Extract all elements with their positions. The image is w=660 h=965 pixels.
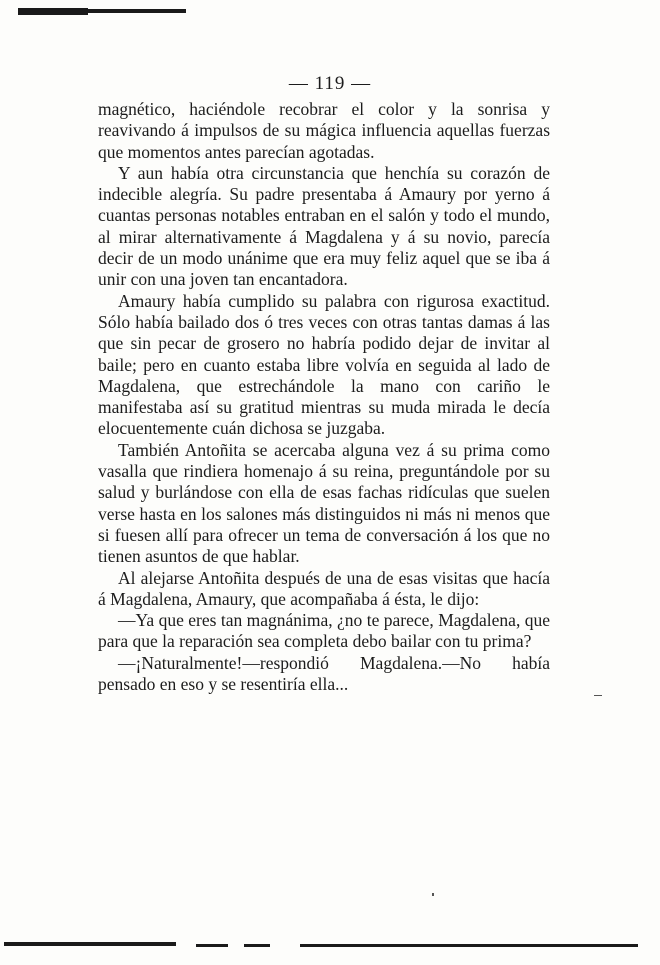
body-text xyxy=(98,99,550,695)
margin-mark xyxy=(594,695,602,696)
paragraph-continuation: magnético, haciéndole recobrar el color y la sonrisa y reavivando á impulsos de su mágica influencia aquellas fuerzas que momentos antes parecían agotadas. xyxy=(98,99,550,162)
paragraph: Y aun había otra circunstancia que henchía su corazón de indecible alegría. Su padre presentaba á Amaury por yerno á cuantas personas notables entraban en el salón y todo el mundo, al mirar alternativamente á Magdalena y á su novio, parecía decir de un modo unánime que era muy feliz aquel que se iba á unir con una joven tan encantadora. xyxy=(98,162,550,290)
paragraph: Al alejarse Antoñita después de una de esas visitas que hacía á Magdalena, Amaury, que acompañaba á ésta, le dijo: xyxy=(98,567,550,609)
dialogue-line: —Ya que eres tan magnánima, ¿no te parece, Magdalena, que para que la reparación sea completa debo bailar con tu prima? xyxy=(98,610,550,652)
bottom-rule-segment xyxy=(244,944,270,947)
paragraph: También Antoñita se acercaba alguna vez á su prima como vasalla que rindiera homenajo á su reina, preguntándole por su salud y burlándose con ella de esas fachas ridículas que suelen verse hasta en los salones más distinguidos ni más ni menos que si fuesen allí para ofrecer un tema de conversación á los que no tienen asuntos de que hablar. xyxy=(98,439,550,567)
bottom-rule-segment xyxy=(4,942,176,946)
dialogue-line: —¡Naturalmente!—respondió Magdalena.—No había pensado en eso y se resentiría ella... xyxy=(98,652,550,695)
speck-mark xyxy=(432,893,434,896)
bottom-rule-segment xyxy=(300,944,638,947)
top-rule xyxy=(18,9,186,13)
bottom-rules xyxy=(0,940,660,954)
page-number: — 119 — xyxy=(288,73,372,94)
paragraph: Amaury había cumplido su palabra con rigurosa exactitud. Sólo había bailado dos ó tres veces con otras tantas damas á las que sin pecar de grosero no habría podido dejar de invitar al baile; pero en cuanto estaba libre volvía en seguida al lado de Magdalena, que estrechándole la mano con cariño le manifestaba así su gratitud mientras su muda mirada le decía elocuentemente cuán dichosa se juzgaba. xyxy=(98,290,550,439)
bottom-rule-segment xyxy=(196,944,228,947)
